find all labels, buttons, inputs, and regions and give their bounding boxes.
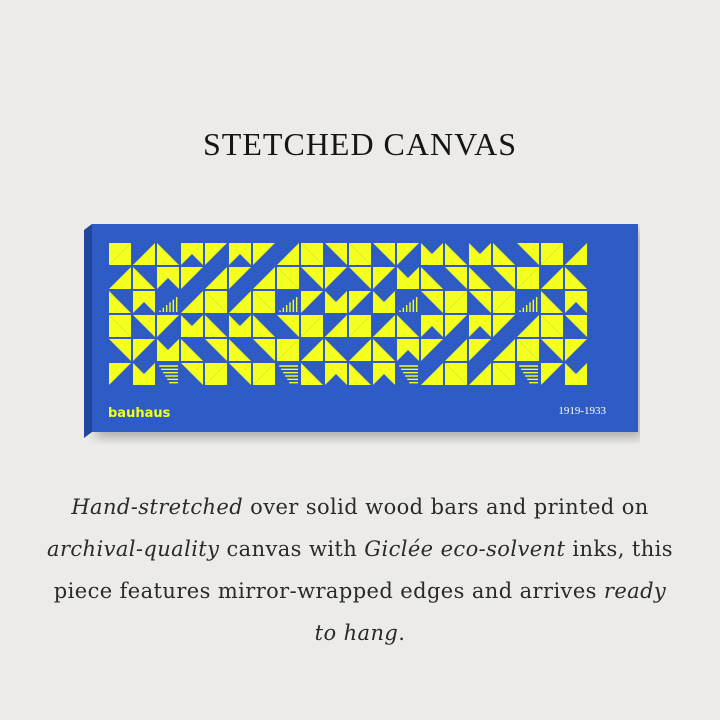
desc-text-3: inks, this piece features mirror-wrapped edges and arrives bbox=[53, 537, 673, 603]
product-description bbox=[40, 486, 680, 654]
desc-text-2: canvas with bbox=[219, 537, 365, 561]
brand-label: bauhaus bbox=[108, 406, 171, 421]
years-label: 1919-1933 bbox=[558, 405, 606, 417]
desc-emphasis-1: Hand-stretched bbox=[71, 495, 244, 519]
desc-emphasis-4: ready to hang bbox=[314, 579, 667, 645]
desc-text-4: . bbox=[398, 621, 406, 645]
page-title: STETCHED CANVAS bbox=[203, 126, 517, 162]
desc-emphasis-2: archival-quality bbox=[47, 537, 220, 561]
desc-emphasis-3: Giclée eco-solvent bbox=[364, 537, 566, 561]
bauhaus-artwork bbox=[84, 224, 640, 444]
canvas-print bbox=[84, 224, 640, 444]
canvas-side-edge bbox=[84, 224, 92, 438]
desc-text-1: over solid wood bars and printed on bbox=[243, 495, 649, 519]
